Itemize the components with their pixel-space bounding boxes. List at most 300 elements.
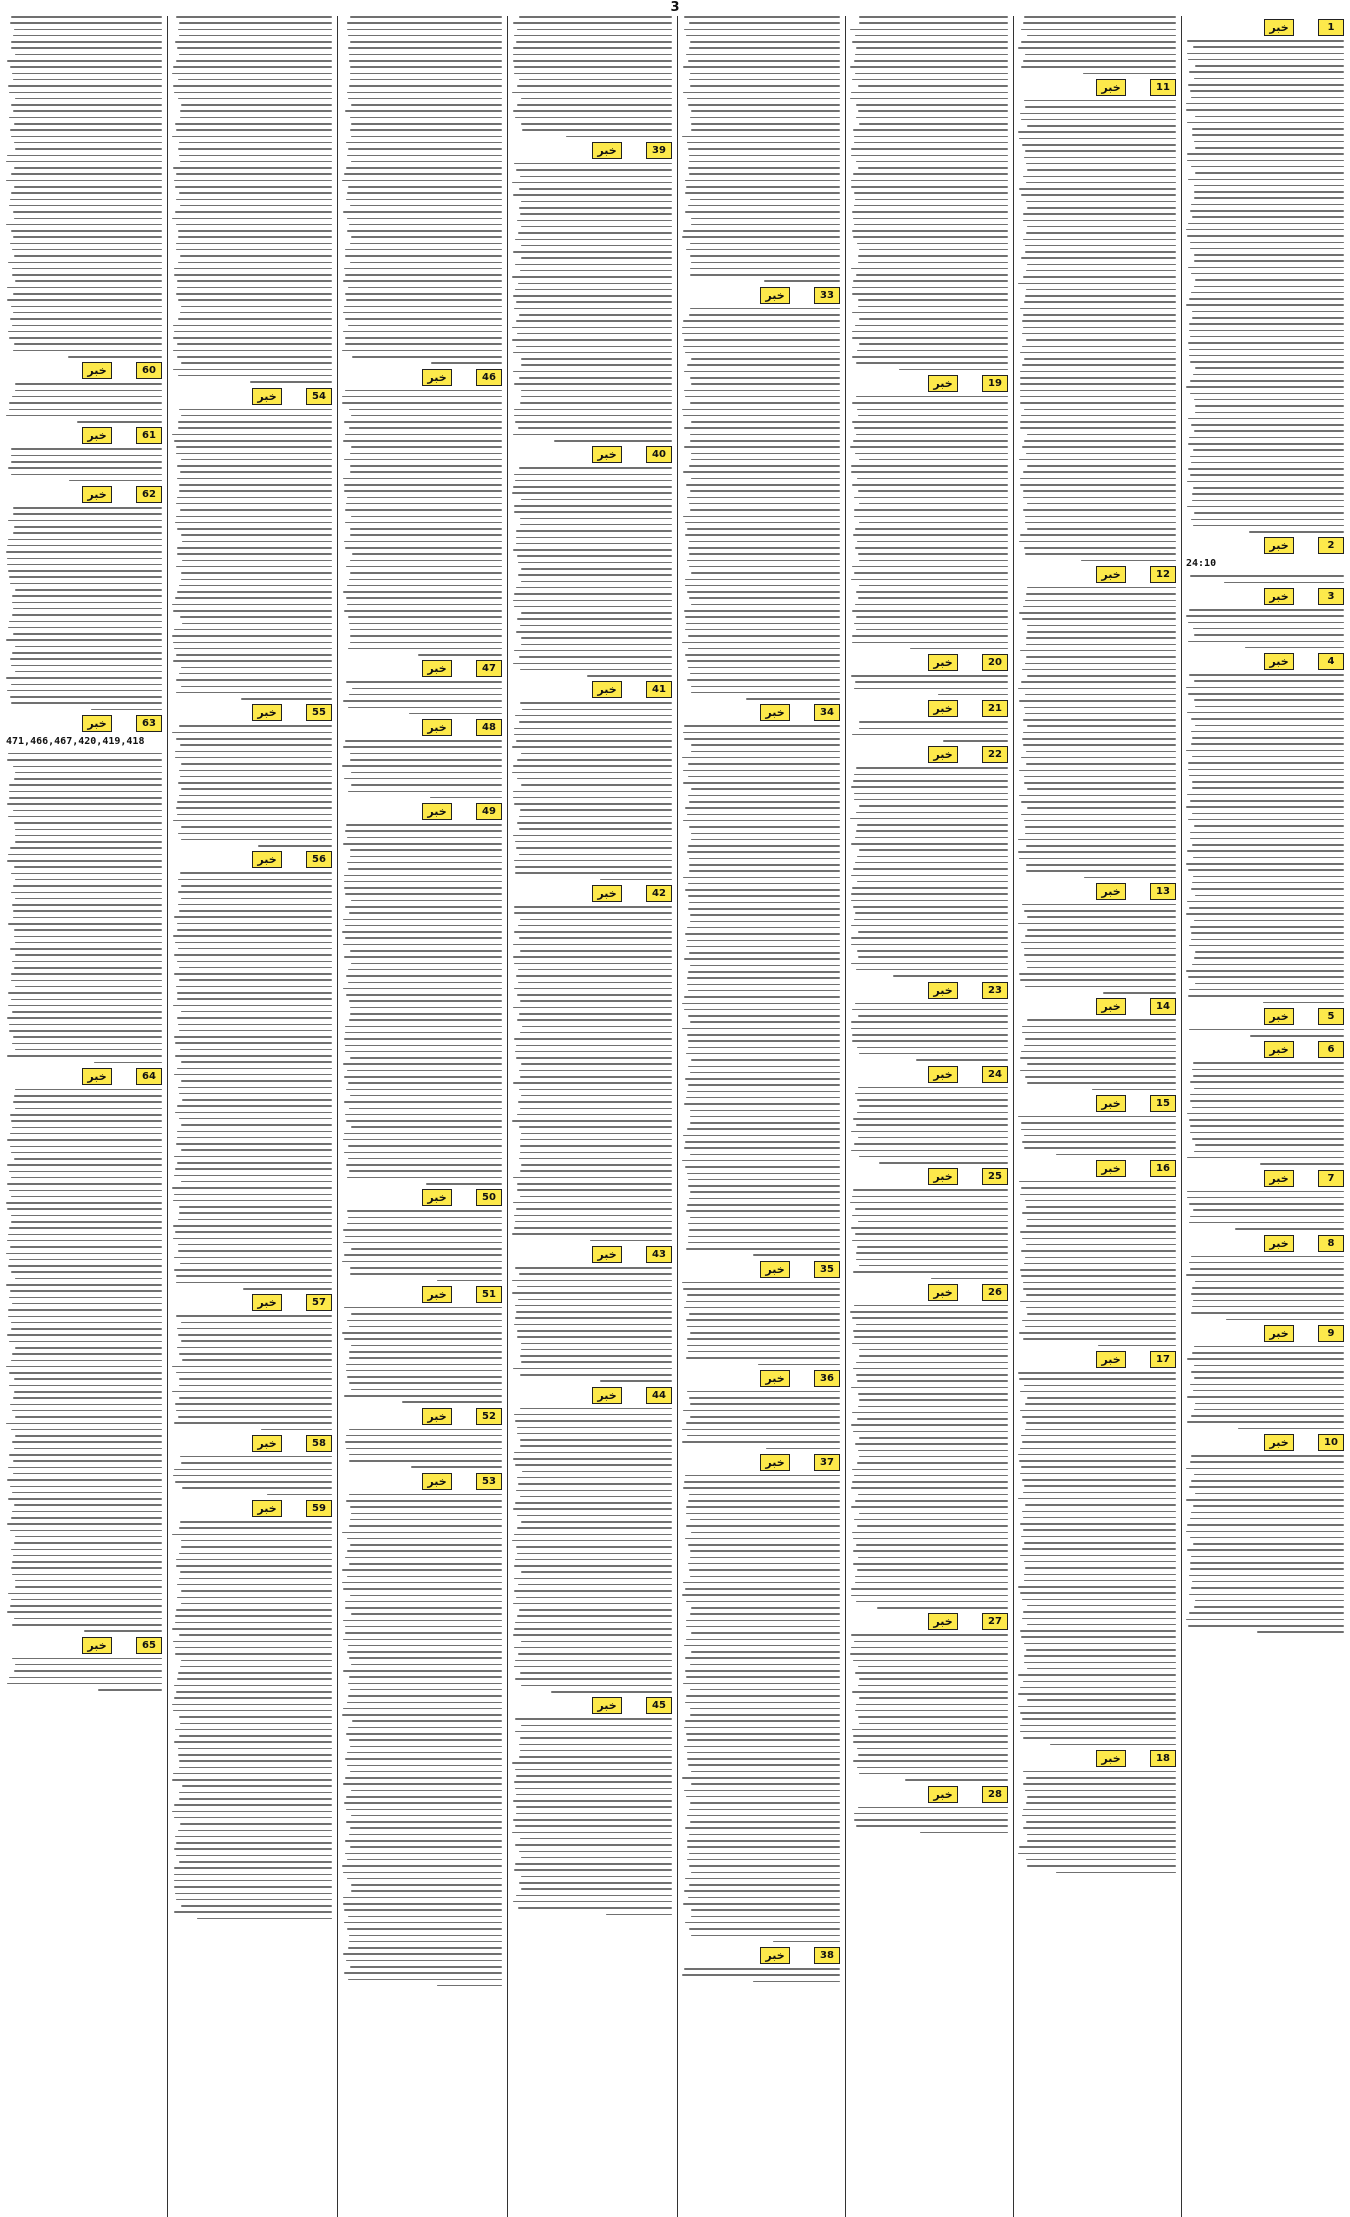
text-line: [176, 1855, 332, 1857]
text-line: [690, 1519, 840, 1521]
text-line: [521, 396, 672, 398]
text-line: [1020, 1231, 1176, 1233]
text-line: [1195, 279, 1344, 281]
item-number: 62: [136, 486, 162, 503]
text-line: [1022, 1141, 1176, 1143]
text-line: [6, 1253, 162, 1255]
item-text: [1018, 1771, 1176, 1873]
text-line: [521, 1641, 672, 1643]
text-line: [856, 396, 1008, 398]
text-line: [520, 1672, 672, 1674]
item-number: 40: [646, 446, 672, 463]
text-line: [1024, 100, 1176, 102]
text-line: [175, 1055, 332, 1057]
text-line: [514, 860, 672, 862]
text-line: [521, 358, 672, 360]
text-line: [1194, 197, 1344, 199]
text-line: [344, 1307, 502, 1309]
text-line: [177, 992, 332, 994]
text-line: [6, 161, 162, 163]
item-number: 3: [1318, 588, 1344, 605]
text-line: [1263, 1002, 1344, 1004]
text-line: [688, 971, 840, 973]
text-line: [514, 1452, 672, 1454]
text-line: [172, 732, 332, 734]
text-line: [858, 415, 1008, 417]
text-line: [853, 906, 1008, 908]
text-line: [1025, 694, 1176, 696]
text-line: [94, 1062, 162, 1064]
text-line: [174, 954, 332, 956]
item-header: [1018, 998, 1176, 1015]
text-line: [175, 1653, 332, 1655]
text-line: [177, 801, 332, 803]
text-line: [689, 465, 840, 467]
text-line: [1018, 1116, 1176, 1118]
text-line: [685, 534, 840, 536]
text-line: [514, 803, 672, 805]
text-line: [174, 1886, 332, 1888]
text-line: [587, 675, 672, 677]
header-label: خبر: [928, 1613, 958, 1630]
news-column: [1018, 16, 1176, 2217]
text-line: [181, 839, 332, 841]
item-text: [850, 16, 1008, 370]
text-line: [11, 455, 162, 457]
text-line: [349, 623, 502, 625]
text-line: [15, 671, 162, 673]
text-line: [1194, 1151, 1344, 1153]
text-line: [15, 986, 162, 988]
text-line: [172, 1366, 332, 1368]
text-line: [521, 226, 672, 228]
text-line: [15, 1586, 162, 1588]
text-line: [1187, 153, 1344, 155]
text-line: [348, 287, 502, 289]
text-line: [347, 1928, 502, 1930]
text-line: [1186, 109, 1344, 111]
text-line: [684, 29, 840, 31]
text-line: [13, 810, 162, 812]
text-line: [176, 249, 332, 251]
text-line: [172, 1187, 332, 1189]
header-label: خبر: [928, 1786, 958, 1803]
text-line: [9, 1341, 162, 1343]
text-line: [348, 1145, 502, 1147]
text-line: [7, 690, 162, 692]
text-line: [1027, 631, 1176, 633]
text-line: [690, 268, 840, 270]
text-line: [854, 192, 1008, 194]
text-line: [518, 427, 672, 429]
text-line: [685, 629, 840, 631]
text-line: [1081, 560, 1176, 562]
text-line: [690, 1576, 840, 1578]
text-line: [1021, 1435, 1176, 1437]
text-line: [343, 1139, 502, 1141]
item-text: [682, 1391, 840, 1449]
text-line: [1026, 1225, 1176, 1227]
text-line: [516, 1794, 672, 1796]
text-line: [851, 1227, 1008, 1229]
text-line: [179, 673, 332, 675]
text-line: [177, 998, 332, 1000]
text-line: [1023, 1338, 1176, 1340]
text-line: [352, 553, 502, 555]
text-line: [686, 1097, 840, 1099]
text-line: [691, 123, 840, 125]
text-line: [514, 1590, 672, 1592]
text-line: [689, 864, 840, 866]
text-line: [1188, 418, 1344, 420]
text-line: [854, 799, 1008, 801]
text-line: [517, 1330, 672, 1332]
text-line: [1024, 440, 1176, 442]
text-line: [1019, 795, 1176, 797]
item-header: [172, 1500, 332, 1517]
text-line: [345, 893, 502, 895]
text-line: [347, 1376, 502, 1378]
text-line: [351, 1313, 502, 1315]
text-line: [1022, 1511, 1176, 1513]
text-line: [175, 942, 332, 944]
text-line: [517, 1336, 672, 1338]
text-line: [858, 1754, 1008, 1756]
item-number: 65: [136, 1637, 162, 1654]
text-line: [852, 1729, 1008, 1731]
text-line: [513, 352, 672, 354]
text-line: [1195, 1281, 1344, 1283]
text-line: [1018, 131, 1176, 133]
text-line: [345, 1114, 502, 1116]
item-text: [342, 824, 502, 1184]
text-line: [178, 904, 332, 906]
text-line: [1020, 390, 1176, 392]
text-line: [521, 753, 672, 755]
text-line: [1025, 600, 1176, 602]
text-line: [343, 1897, 502, 1899]
item-text: [172, 1521, 332, 1919]
header-label: خبر: [592, 1246, 622, 1263]
text-line: [517, 822, 672, 824]
text-line: [8, 85, 162, 87]
text-line: [179, 155, 332, 157]
text-line: [1021, 257, 1176, 259]
text-line: [1023, 1827, 1176, 1829]
text-line: [856, 969, 1008, 971]
text-line: [683, 471, 840, 473]
item-text: [172, 16, 332, 383]
text-line: [175, 757, 332, 759]
text-line: [14, 255, 162, 257]
text-line: [1020, 1269, 1176, 1271]
text-line: [402, 1401, 502, 1403]
text-line: [1083, 73, 1176, 75]
text-line: [351, 1389, 502, 1391]
text-line: [1190, 1562, 1344, 1564]
text-line: [343, 1063, 502, 1065]
text-line: [691, 751, 840, 753]
text-line: [682, 757, 840, 759]
text-line: [855, 1710, 1008, 1712]
text-line: [853, 1189, 1008, 1191]
text-line: [343, 1670, 502, 1672]
text-line: [181, 1181, 332, 1183]
text-line: [10, 1290, 162, 1292]
item-number: 24: [982, 1066, 1008, 1083]
header-label: خبر: [760, 1947, 790, 1964]
text-line: [859, 1773, 1008, 1775]
text-line: [345, 1758, 502, 1760]
item-header: [512, 1246, 672, 1263]
text-line: [689, 22, 840, 24]
text-line: [179, 1212, 332, 1214]
text-line: [349, 1935, 502, 1937]
text-line: [853, 173, 1008, 175]
item-text: [1186, 1346, 1344, 1429]
text-line: [852, 484, 1008, 486]
text-line: [178, 1416, 332, 1418]
text-line: [851, 148, 1008, 150]
text-line: [180, 776, 332, 778]
text-line: [858, 262, 1008, 264]
item-text: [342, 1429, 502, 1468]
text-line: [11, 230, 162, 232]
text-line: [686, 1301, 840, 1303]
text-line: [15, 98, 162, 100]
text-line: [10, 1114, 162, 1116]
text-line: [345, 318, 502, 320]
text-line: [691, 358, 840, 360]
text-line: [9, 205, 162, 207]
text-line: [11, 306, 162, 308]
text-line: [687, 1294, 840, 1296]
text-line: [181, 667, 332, 669]
item-text: [512, 467, 672, 676]
item-number: 42: [646, 885, 672, 902]
item-number: 35: [814, 1261, 840, 1278]
text-line: [688, 1179, 840, 1181]
text-line: [850, 446, 1008, 448]
text-line: [518, 283, 672, 285]
text-line: [181, 362, 332, 364]
text-line: [691, 572, 840, 574]
text-line: [520, 270, 672, 272]
text-line: [513, 1634, 672, 1636]
text-line: [1025, 935, 1176, 937]
text-line: [176, 224, 332, 226]
text-line: [1022, 1479, 1176, 1481]
text-line: [345, 1236, 502, 1238]
text-line: [173, 610, 332, 612]
text-line: [10, 129, 162, 131]
item-header: [1018, 1095, 1176, 1112]
text-line: [177, 1137, 332, 1139]
text-line: [11, 448, 162, 450]
text-line: [683, 820, 840, 822]
text-line: [1023, 732, 1176, 734]
text-line: [515, 872, 672, 874]
header-label: خبر: [592, 1697, 622, 1714]
text-line: [349, 1351, 502, 1353]
text-line: [345, 1557, 502, 1559]
text-line: [177, 280, 332, 282]
text-line: [177, 1584, 332, 1586]
text-line: [688, 1242, 840, 1244]
text-line: [344, 1152, 502, 1154]
text-line: [856, 767, 1008, 769]
text-line: [1191, 1512, 1344, 1514]
text-line: [520, 518, 672, 520]
text-line: [345, 255, 502, 257]
text-line: [343, 1620, 502, 1622]
text-line: [181, 1660, 332, 1662]
text-line: [180, 1723, 332, 1725]
text-line: [520, 1439, 672, 1441]
text-line: [855, 1672, 1008, 1674]
text-line: [1188, 223, 1344, 225]
text-line: [1023, 497, 1176, 499]
text-line: [518, 574, 672, 576]
text-line: [858, 1666, 1008, 1668]
item-text: [850, 1087, 1008, 1164]
text-line: [520, 1152, 672, 1154]
text-line: [175, 1231, 332, 1233]
text-line: [1026, 864, 1176, 866]
text-line: [689, 79, 840, 81]
text-line: [350, 1595, 502, 1597]
text-line: [1192, 216, 1344, 218]
text-line: [178, 1087, 332, 1089]
text-line: [174, 629, 332, 631]
item-text: [1018, 1372, 1176, 1745]
text-line: [514, 505, 672, 507]
text-line: [10, 22, 162, 24]
item-header: [850, 375, 1008, 392]
text-line: [15, 383, 162, 385]
column-rule: [167, 16, 168, 2217]
text-line: [1023, 1282, 1176, 1284]
text-line: [683, 320, 840, 322]
text-line: [520, 1408, 672, 1410]
text-line: [347, 1702, 502, 1704]
text-line: [15, 829, 162, 831]
text-line: [1195, 895, 1344, 897]
text-line: [181, 1590, 332, 1592]
text-line: [342, 180, 502, 182]
text-line: [174, 1741, 332, 1743]
item-text: [342, 740, 502, 798]
text-line: [1021, 801, 1176, 803]
text-line: [344, 1972, 502, 1974]
text-line: [1021, 1187, 1176, 1189]
text-line: [348, 707, 502, 709]
text-line: [347, 29, 502, 31]
text-line: [514, 1227, 672, 1229]
text-line: [854, 142, 1008, 144]
text-line: [1192, 1352, 1344, 1354]
text-line: [1024, 16, 1176, 18]
text-line: [179, 192, 332, 194]
text-line: [684, 1890, 840, 1892]
text-line: [686, 1248, 840, 1250]
text-line: [346, 1821, 502, 1823]
text-line: [1191, 718, 1344, 720]
text-line: [349, 1019, 502, 1021]
text-line: [1191, 1293, 1344, 1295]
text-line: [1020, 113, 1176, 115]
text-line: [1023, 606, 1176, 608]
text-line: [10, 1486, 162, 1488]
text-line: [350, 117, 502, 119]
text-line: [343, 280, 502, 282]
text-line: [345, 1045, 502, 1047]
text-line: [350, 629, 502, 631]
text-line: [1194, 78, 1344, 80]
text-line: [513, 835, 672, 837]
text-line: [858, 299, 1008, 301]
text-line: [859, 22, 1008, 24]
text-line: [349, 1941, 502, 1943]
text-line: [853, 1431, 1008, 1433]
text-line: [521, 1857, 672, 1859]
text-line: [347, 1070, 502, 1072]
text-line: [351, 415, 502, 417]
text-line: [521, 98, 672, 100]
text-line: [520, 669, 672, 671]
text-line: [8, 1593, 162, 1595]
text-line: [351, 104, 502, 106]
text-line: [1026, 593, 1176, 595]
text-line: [7, 1611, 162, 1613]
text-line: [857, 478, 1008, 480]
text-line: [1027, 169, 1176, 171]
text-line: [173, 1475, 332, 1477]
text-line: [854, 1519, 1008, 1521]
text-line: [688, 148, 840, 150]
header-label: خبر: [252, 1500, 282, 1517]
text-line: [1191, 1587, 1344, 1589]
text-line: [84, 1630, 162, 1632]
text-line: [174, 1880, 332, 1882]
header-label: خبر: [592, 1387, 622, 1404]
text-line: [250, 381, 332, 383]
text-line: [1026, 751, 1176, 753]
text-line: [179, 1578, 332, 1580]
text-line: [686, 54, 840, 56]
text-line: [1238, 1428, 1344, 1430]
text-line: [174, 180, 332, 182]
item-number: 63: [136, 715, 162, 732]
text-line: [349, 427, 502, 429]
text-line: [1189, 945, 1344, 947]
item-text: [1186, 575, 1344, 583]
text-line: [1024, 1263, 1176, 1265]
text-line: [179, 585, 332, 587]
text-line: [554, 440, 672, 442]
text-line: [1188, 443, 1344, 445]
text-line: [1023, 1492, 1176, 1494]
text-line: [853, 1550, 1008, 1552]
text-line: [683, 1288, 840, 1290]
text-line: [689, 1853, 840, 1855]
text-line: [15, 879, 162, 881]
text-line: [177, 1131, 332, 1133]
text-line: [520, 1445, 672, 1447]
text-line: [178, 427, 332, 429]
text-line: [1021, 1122, 1176, 1124]
text-line: [437, 1280, 502, 1282]
